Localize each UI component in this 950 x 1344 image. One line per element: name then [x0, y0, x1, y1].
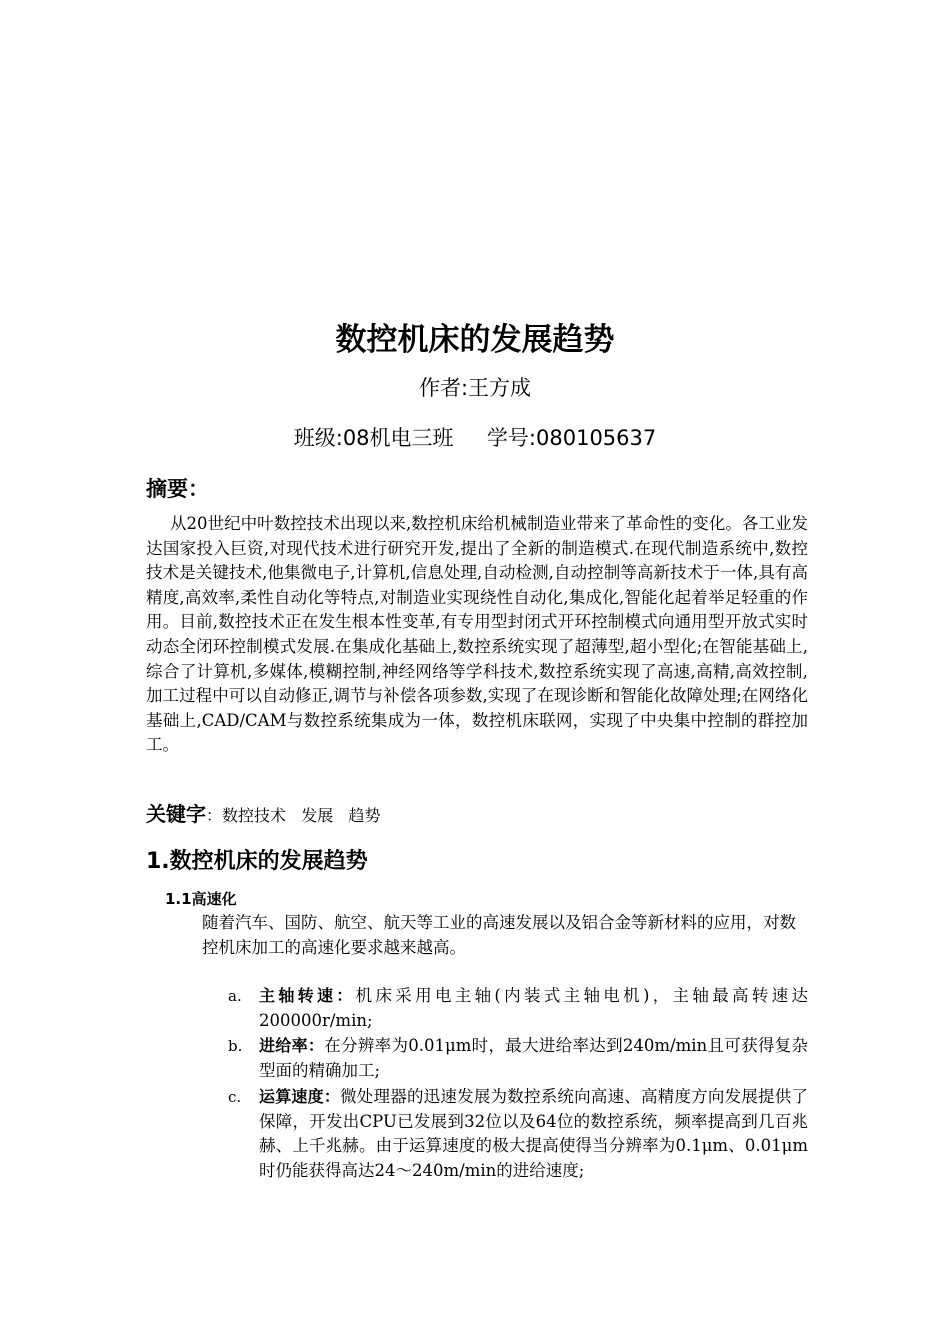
subsection-intro: 随着汽车、国防、航空、航天等工业的高速发展以及铝合金等新材料的应用，对数控机床加工的高速化要求越来越高。 [202, 913, 796, 957]
list-item-term: 运算速度： [259, 1086, 341, 1106]
list-item-term: 主轴转速： [259, 986, 356, 1005]
list-marker: b. [228, 1037, 243, 1056]
list-item [228, 1085, 808, 1184]
class-info-line: 班级:08机电三班 学号:080105637 [293, 426, 657, 450]
author-line: 作者:王方成 [418, 376, 532, 400]
list-item-text: 微处理器的迅速发展为数控系统向高速、高精度方向发展提供了保障，开发出CPU已发展到32位以及64位的数控系统，频率提高到几百兆赫、上千兆赫。由于运算速度的极大提高使得当分辨率为0.1μm、0.01μm时仍能获得高达24～240m/min的进给速度; [259, 1086, 808, 1180]
feature-list [228, 984, 808, 1185]
list-item-text: 机床采用电主轴(内装式主轴电机)，主轴最高转速达200000r/min; [259, 986, 808, 1030]
list-item-text: 在分辨率为0.01μm时，最大进给率达到240m/min且可获得复杂型面的精确加工; [259, 1036, 808, 1081]
list-item-term: 进给率： [259, 1036, 325, 1056]
abstract-heading: 摘要： [146, 477, 209, 501]
keywords-line [146, 797, 381, 833]
abstract-body: 从20世纪中叶数控技术出现以来,数控机床给机械制造业带来了革命性的变化。各工业发达国家投入巨资,对现代技术进行研究开发,提出了全新的制造模式.在现代制造系统中,数控技术是关键技术,他集微电子,计算机,信息处理,自动检测,自动控制等高新技术于一体,具有高精度,高效率,柔性自动化等特点,对制造业实现绕性自动化,集成化,智能化起着举足轻重的作用。目前,数控技术正在发生根本性变革,有专用型封闭式开环控制模式向通用型开放式实时动态全闭环控制模式发展.在集成化基础上,数控系统实现了超薄型,超小型化;在智能基础上,综合了计算机,多媒体,模糊控制,神经网络等学科技术,数控系统实现了高速,高精,高效控制,加工过程中可以自动修正,调节与补偿各项参数,实现了在现诊断和智能化故障处理;在网络化基础上,CAD/CAM与数控系统集成为一体，数控机床联网，实现了中央集中控制的群控加工。 [146, 514, 808, 755]
keywords-label: 关键字 [146, 802, 206, 826]
section-heading: 1.数控机床的发展趋势 [146, 849, 368, 874]
list-marker: c. [228, 1087, 242, 1106]
list-item [228, 1034, 808, 1083]
subsection-heading: 1.1高速化 [165, 890, 237, 908]
keywords-separator: ： [206, 806, 223, 825]
list-marker: a. [228, 987, 242, 1005]
document-title: 数控机床的发展趋势 [335, 322, 615, 358]
list-item [228, 984, 808, 1033]
keywords-values: 数控技术 发展 趋势 [222, 806, 381, 825]
